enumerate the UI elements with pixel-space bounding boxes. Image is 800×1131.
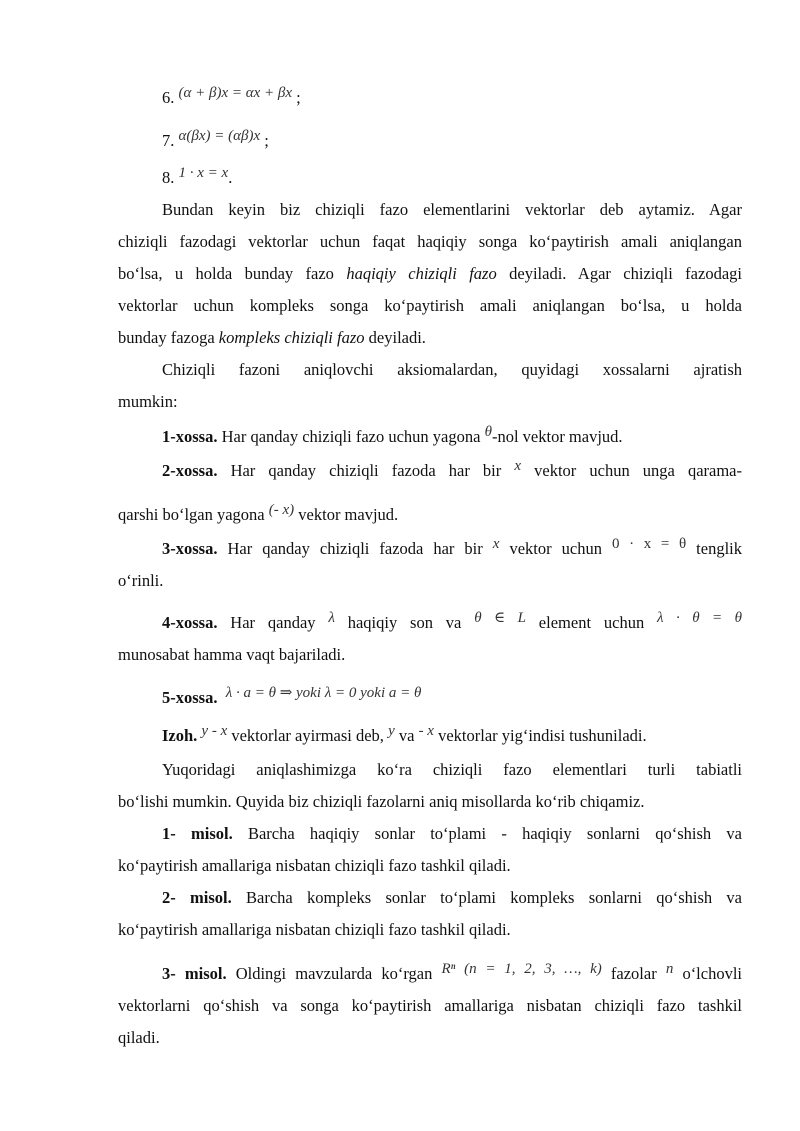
remark-label: Izoh.	[162, 726, 198, 745]
theta-symbol: θ	[484, 424, 492, 440]
property-2-text-a: Har qanday chiziqli fazoda har bir	[217, 461, 515, 480]
example-3-line1	[162, 961, 743, 985]
property-1-label: 1-xossa.	[162, 427, 218, 446]
x-symbol: x	[514, 458, 522, 474]
property-3-line2: o‘rinli.	[118, 571, 164, 590]
example-3-label: 3- misol.	[162, 964, 227, 983]
y-minus-x-formula: y - x	[201, 723, 228, 739]
axiom-6	[162, 85, 742, 109]
para3-line2: bo‘lishi mumkin. Quyida biz chiziqli fazolarni aniq misollarda ko‘rib chiqamiz.	[118, 792, 645, 811]
axiom-6-formula: (α + β)x = αx + βx	[178, 85, 293, 101]
property-1-text-a: Har qanday chiziqli fazo uchun yagona	[217, 427, 485, 446]
example-1-text-a: Barcha haqiqiy sonlar to‘plami - haqiqiy sonlarni qo‘shish va	[232, 824, 742, 843]
axiom-7-tail: ;	[264, 131, 269, 150]
axiom-8-tail: .	[228, 168, 233, 187]
neg-x-symbol: (- x)	[268, 502, 295, 518]
property-4-line1	[162, 610, 742, 634]
property-3-text-c: tenglik	[686, 539, 742, 558]
axiom-6-tail: ;	[296, 88, 301, 107]
example-3-text-a: Oldingi mavzularda ko‘rgan	[226, 964, 442, 983]
property-4-line2: munosabat hamma vaqt bajariladi.	[118, 645, 346, 664]
property-3-line1	[162, 536, 742, 560]
neg-x-symbol: - x	[418, 723, 434, 739]
para1-line3	[118, 264, 742, 284]
para3-line1: Yuqoridagi aniqlashimizga ko‘ra chiziqli fazo elementlari turli tabiatli	[162, 760, 742, 779]
axiom-8-formula: 1 · x = x	[178, 165, 229, 181]
para2-line1: Chiziqli fazoni aniqlovchi aksiomalardan, quyidagi xossalarni ajratish	[162, 360, 742, 379]
example-3-line3: qiladi.	[118, 1028, 160, 1047]
property-1-text-b: -nol vektor mavjud.	[491, 427, 623, 446]
property-2-line2	[118, 502, 742, 526]
term-complex-linear-space: kompleks chiziqli fazo	[218, 328, 365, 347]
example-1-line2: ko‘paytirish amallariga nisbatan chiziqli fazo tashkil qiladi.	[118, 856, 511, 875]
y-symbol: y	[388, 723, 395, 739]
example-3-text-b: fazolar	[601, 964, 666, 983]
property-3-text-a: Har qanday chiziqli fazoda har bir	[217, 539, 493, 558]
para1-line5-b: deyiladi.	[364, 328, 426, 347]
example-2-line2: ko‘paytirish amallariga nisbatan chiziqli fazo tashkil qiladi.	[118, 920, 511, 939]
term-real-linear-space: haqiqiy chiziqli fazo	[346, 264, 497, 283]
property-5	[162, 685, 742, 709]
remark-text-b: va	[394, 726, 419, 745]
property-1	[162, 424, 742, 448]
property-4-text-b: haqiqiy son va	[334, 613, 475, 632]
property-2-text-d: vektor mavjud.	[294, 505, 399, 524]
remark-text-c: vektorlar yig‘indisi tushuniladi.	[433, 726, 647, 745]
property-2-text-b: vektor uchun unga qarama-	[521, 461, 742, 480]
example-3-text-c: o‘lchovli	[673, 964, 743, 983]
example-1-label: 1- misol.	[162, 824, 233, 843]
remark	[162, 723, 742, 747]
para1-line4: vektorlar uchun kompleks songa ko‘paytirish amali aniqlangan bo‘lsa, u holda	[118, 296, 742, 315]
para1-line5	[118, 328, 742, 348]
example-2-line1	[162, 888, 742, 908]
para1-line3-b: deyiladi. Agar chiziqli fazodagi	[496, 264, 742, 283]
axiom-8	[162, 165, 742, 189]
para2-line2: mumkin:	[118, 392, 178, 411]
para1-line5-a: bunday fazoga	[118, 328, 219, 347]
property-5-label: 5-xossa.	[162, 688, 218, 707]
para1-line3-a: bo‘lsa, u holda bunday fazo	[118, 264, 347, 283]
example-2-label: 2- misol.	[162, 888, 232, 907]
axiom-7-number: 7.	[162, 131, 175, 150]
axiom-8-number: 8.	[162, 168, 175, 187]
axiom-7	[162, 128, 742, 152]
axiom-6-number: 6.	[162, 88, 175, 107]
para1-line2: chiziqli fazodagi vektorlar uchun faqat haqiqiy songa ko‘paytirish amali aniqlangan	[118, 232, 742, 251]
lambda-theta-formula: λ · θ = θ	[657, 610, 742, 626]
property-4-label: 4-xossa.	[162, 613, 218, 632]
property-5-formula: λ · a = θ ⇒ yoki λ = 0 yoki a = θ	[225, 685, 422, 701]
property-3-text-b: vektor uchun	[499, 539, 612, 558]
remark-text-a: vektorlar ayirmasi deb,	[227, 726, 389, 745]
x-symbol: x	[492, 536, 500, 552]
zero-times-x-formula: 0 · x = θ	[611, 536, 687, 552]
lambda-symbol: λ	[328, 610, 335, 626]
example-1-line1	[162, 824, 742, 844]
property-2-line1	[162, 458, 742, 482]
Rn-formula: Rⁿ (n = 1, 2, 3, …, k)	[441, 961, 602, 977]
property-2-text-c: qarshi bo‘lgan yagona	[118, 505, 269, 524]
example-2-text-a: Barcha kompleks sonlar to‘plami kompleks sonlarni qo‘shish va	[231, 888, 742, 907]
property-4-text-a: Har qanday	[217, 613, 329, 632]
example-3-line2: vektorlarni qo‘shish va songa ko‘paytirish amallariga nisbatan chiziqli fazo tashkil	[118, 996, 742, 1015]
property-4-text-c: element uchun	[525, 613, 658, 632]
axiom-7-formula: α(βx) = (αβ)x	[178, 128, 261, 144]
para1-line1: Bundan keyin biz chiziqli fazo elementlarini vektorlar deb aytamiz. Agar	[162, 200, 742, 219]
property-3-label: 3-xossa.	[162, 539, 218, 558]
theta-in-L-formula: θ ∈ L	[474, 610, 526, 626]
n-symbol: n	[665, 961, 674, 977]
property-2-label: 2-xossa.	[162, 461, 218, 480]
